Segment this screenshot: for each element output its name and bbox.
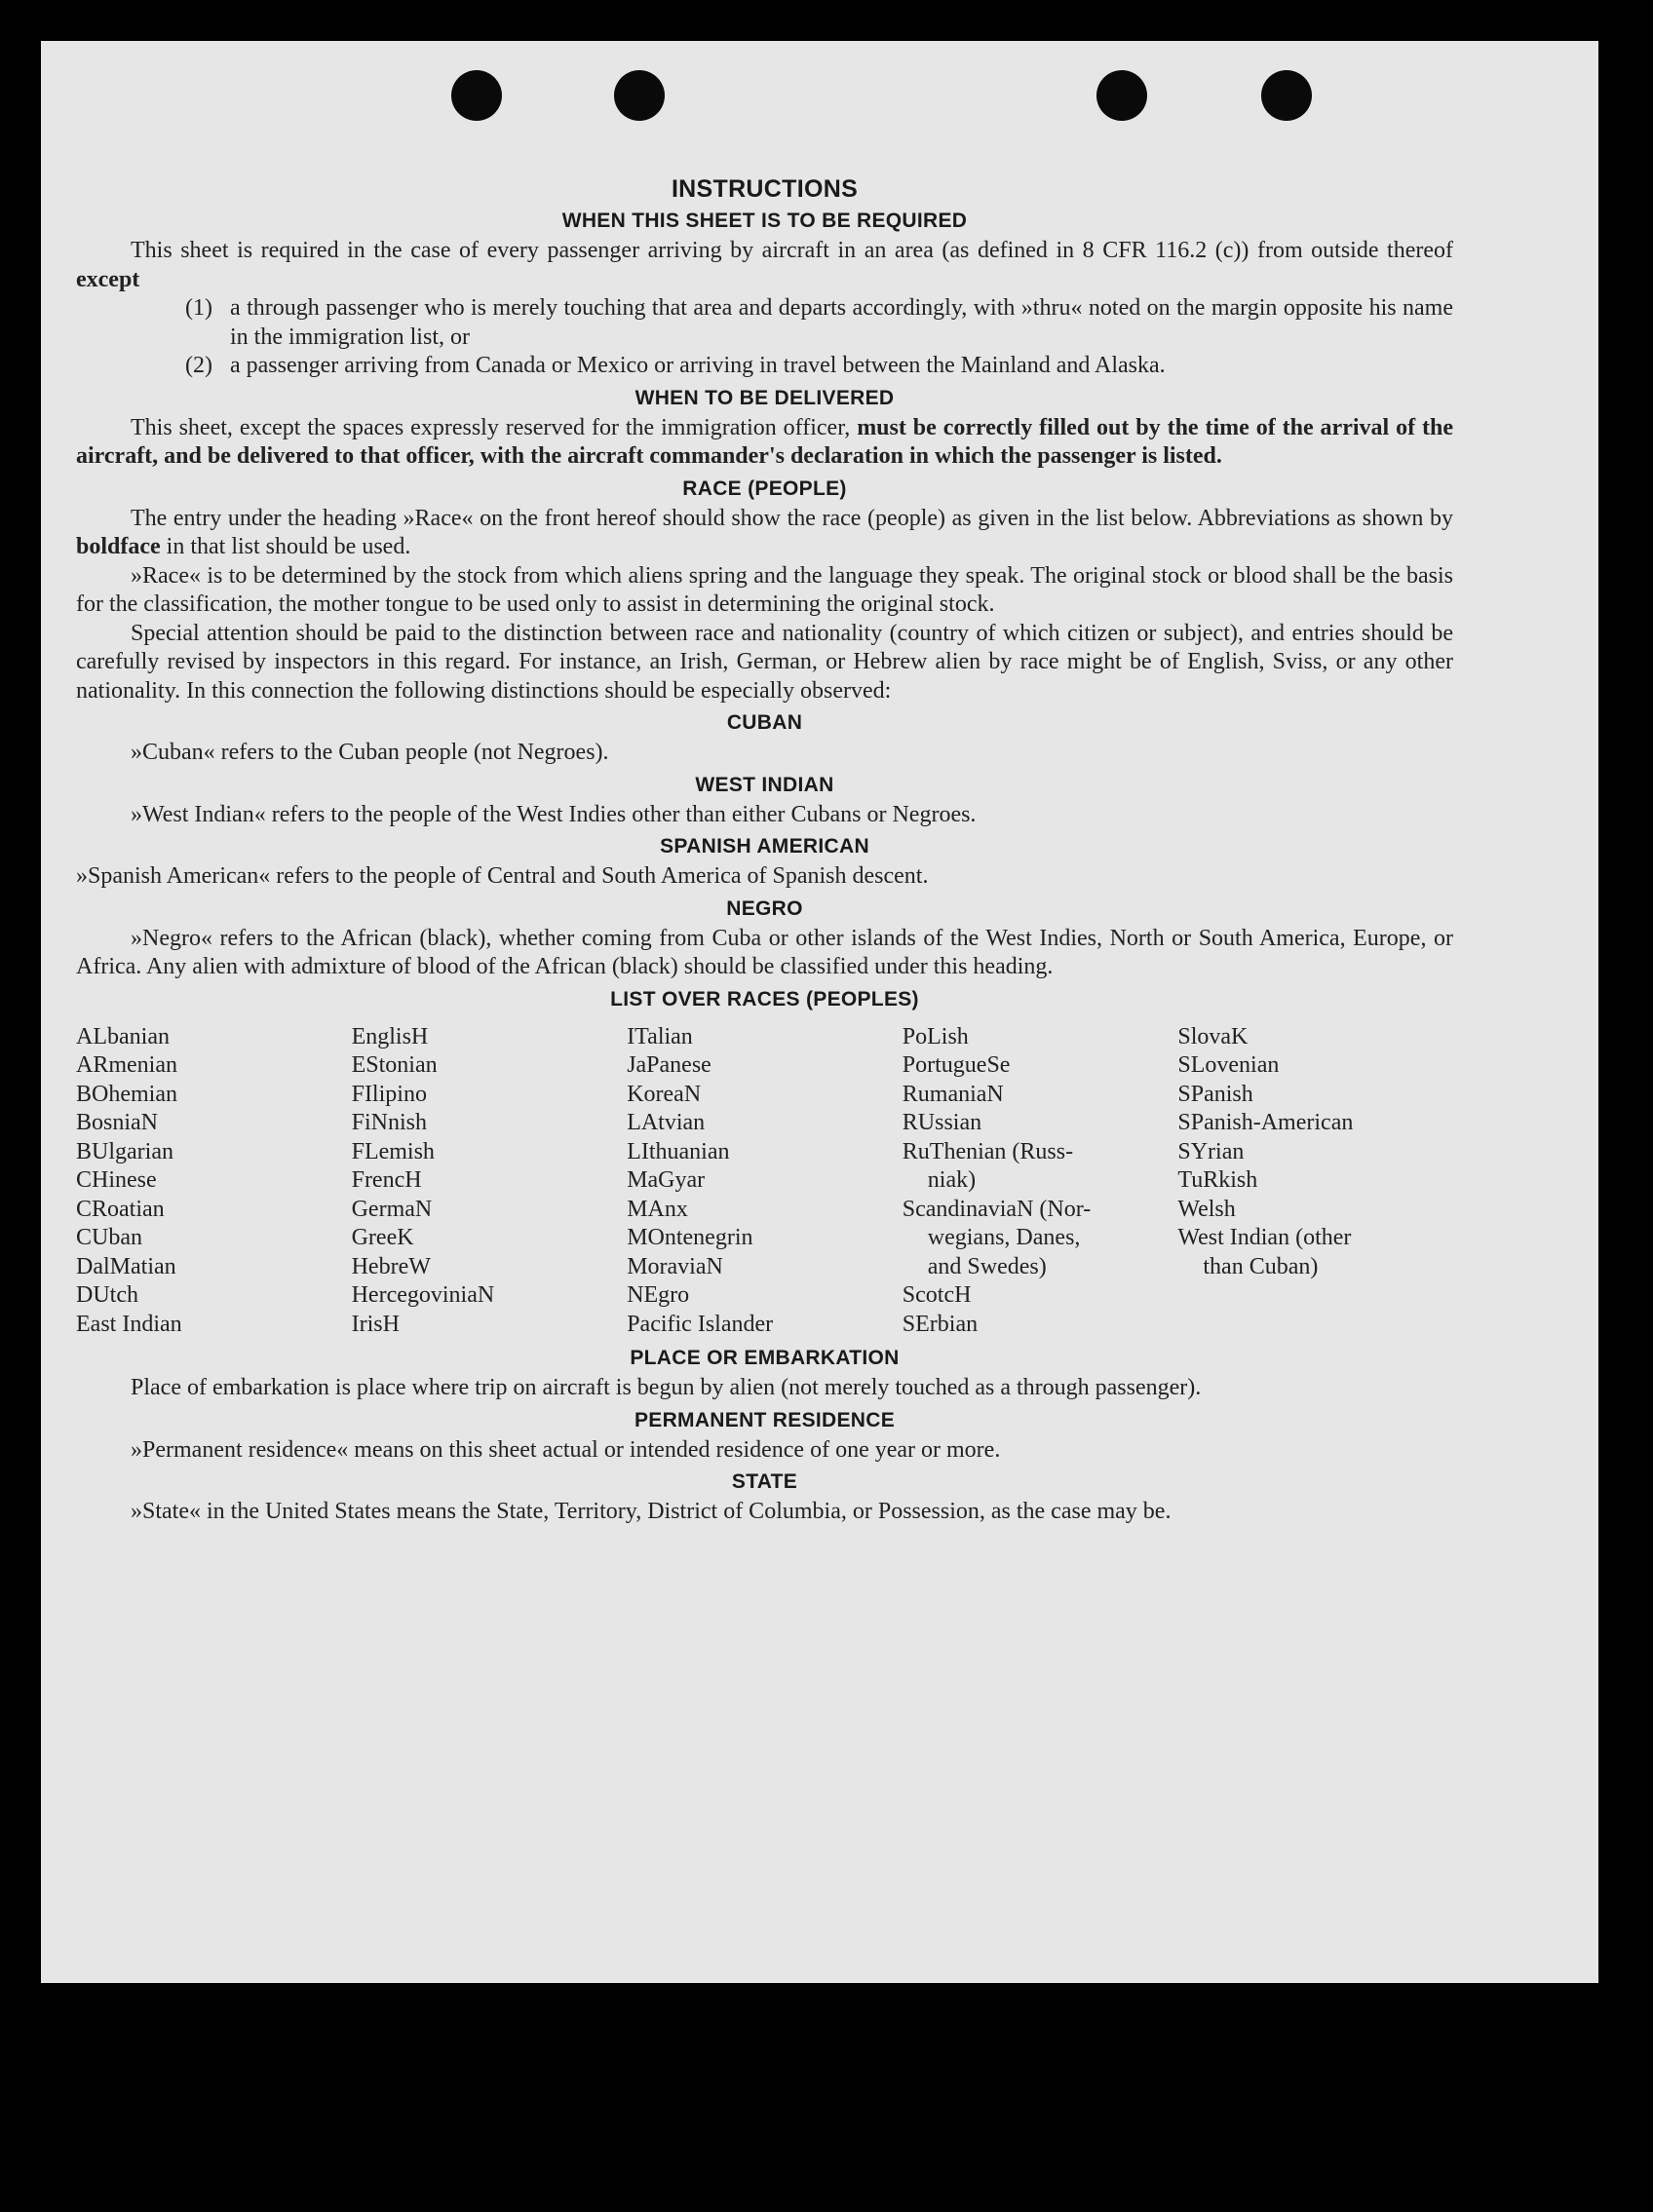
race-entry: EnglisH <box>351 1023 429 1049</box>
race-entry: EStonian <box>351 1052 438 1078</box>
race-entry: TuRkish <box>1177 1167 1258 1193</box>
section-heading-cuban: CUBAN <box>726 711 803 734</box>
race-entry: RUssian <box>902 1110 982 1135</box>
race-entry: Welsh <box>1177 1196 1236 1222</box>
races-column <box>627 1023 903 1340</box>
race-entry: ScandinaviaN (Nor- <box>902 1196 1092 1222</box>
races-list <box>76 1023 1453 1340</box>
race-entry: and Swedes) <box>927 1253 1047 1279</box>
race-entry: PortugueSe <box>902 1052 1011 1078</box>
race-entry: LIthuanian <box>627 1138 730 1164</box>
race-entry: FLemish <box>351 1138 435 1164</box>
race-entry: CHinese <box>76 1167 157 1193</box>
race-entry: NEgro <box>627 1282 690 1308</box>
state-text: »State« in the United States means the State, Territory, District of Columbia, or Possession, as the case may be. <box>131 1499 1172 1524</box>
race-entry: SErbian <box>902 1311 979 1337</box>
cuban-text: »Cuban« refers to the Cuban people (not Negroes). <box>131 740 609 765</box>
race-entry: MAnx <box>627 1196 688 1222</box>
race-entry: ScotcH <box>902 1282 972 1308</box>
section-heading-delivered: WHEN TO BE DELIVERED <box>634 386 895 409</box>
races-column <box>76 1023 352 1340</box>
race-entry: SlovaK <box>1177 1023 1249 1049</box>
page-title: INSTRUCTIONS <box>671 175 859 203</box>
race-entry: SPanish-American <box>1177 1110 1354 1135</box>
spanish-american-text: »Spanish American« refers to the people of Central and South America of Spanish descent. <box>76 863 929 889</box>
document-sheet <box>41 41 1598 1983</box>
race-entry: ALbanian <box>76 1023 170 1049</box>
section-heading-spanish-american: SPANISH AMERICAN <box>660 835 869 858</box>
race-entry: FIlipino <box>351 1081 427 1107</box>
race-entry: BUlgarian <box>76 1138 173 1164</box>
required-intro: This sheet is required in the case of every passenger arriving by aircraft in an area (as defined in 8 CFR 116.2 (c)) from outside thereof except <box>76 238 1453 292</box>
race-entry: RumaniaN <box>902 1081 1004 1107</box>
race-entry: than Cuban) <box>1203 1253 1319 1279</box>
negro-text: »Negro« refers to the African (black), whether coming from Cuba or other islands of the West Indies, North or South America, Europe, or Africa. Any alien with admixture of blood of the African (black) should be classified under this heading. <box>76 925 1453 979</box>
race-entry: East Indian <box>76 1311 182 1337</box>
race-entry: SYrian <box>1177 1138 1245 1164</box>
race-entry: niak) <box>927 1167 977 1193</box>
delivered-text: This sheet, except the spaces expressly reserved for the immigration officer, must be correctly filled out by the time of the arrival of the aircraft, and be delivered to that officer, with the aircraft commander's declaration in which the passenger is listed. <box>76 414 1454 469</box>
race-entry: KoreaN <box>627 1081 702 1107</box>
residence-text: »Permanent residence« means on this sheet actual or intended residence of one year or more. <box>131 1436 1001 1463</box>
required-item: (2) a passenger arriving from Canada or Mexico or arriving in travel between the Mainland and Alaska. <box>185 353 1166 378</box>
punch-hole <box>451 70 502 121</box>
race-entry: West Indian (other <box>1177 1225 1352 1250</box>
section-heading-state: STATE <box>731 1470 798 1493</box>
west-indian-text: »West Indian« refers to the people of the West Indies other than either Cubans or Negroes. <box>131 801 977 827</box>
race-entry: MaGyar <box>627 1167 706 1193</box>
race-entry: CUban <box>76 1225 142 1250</box>
race-entry: GreeK <box>351 1225 414 1250</box>
races-column <box>903 1023 1178 1340</box>
instructions-content <box>76 175 1453 1527</box>
section-heading-required: WHEN THIS SHEET IS TO BE REQUIRED <box>561 210 968 232</box>
required-item: (1) a through passenger who is merely touching that area and departs accordingly, with »thru« noted on the margin opposite his name in the immigration list, or <box>185 295 1453 350</box>
section-heading-residence: PERMANENT RESIDENCE <box>634 1408 896 1431</box>
race-entry: DalMatian <box>76 1253 176 1279</box>
race-entry: HebreW <box>351 1253 431 1279</box>
race-entry: PoLish <box>902 1023 969 1049</box>
race-entry: LAtvian <box>627 1110 706 1135</box>
punch-hole <box>1261 70 1312 121</box>
race-entry: FrencH <box>351 1167 422 1193</box>
race-entry: IrisH <box>351 1311 400 1337</box>
race-entry: BOhemian <box>76 1081 177 1107</box>
race-entry: JaPanese <box>627 1052 711 1078</box>
race-entry: wegians, Danes, <box>927 1225 1081 1250</box>
race-entry: BosniaN <box>76 1110 158 1135</box>
race-entry: ARmenian <box>76 1052 177 1078</box>
section-heading-races-list: LIST OVER RACES (PEOPLES) <box>610 987 919 1011</box>
section-heading-race: RACE (PEOPLE) <box>682 477 847 500</box>
race-entry: SLovenian <box>1177 1052 1280 1078</box>
punch-hole <box>614 70 665 121</box>
embarkation-text: Place of embarkation is place where trip on aircraft is begun by alien (not merely touched as a through passenger). <box>131 1375 1202 1400</box>
race-paragraph: Special attention should be paid to the distinction between race and nationality (country of which citizen or subject), and entries should be carefully revised by inspectors in this regard. For instance, an Irish, German, or Hebrew alien by race might be of English, Sviss, or any other nationality. In this connection the following distinctions should be especially observed: <box>76 620 1453 704</box>
race-entry: HercegoviniaN <box>351 1282 495 1308</box>
section-heading-west-indian: WEST INDIAN <box>695 773 834 796</box>
section-heading-negro: NEGRO <box>726 896 803 920</box>
race-entry: Pacific Islander <box>627 1311 774 1337</box>
race-paragraph: The entry under the heading »Race« on the front hereof should show the race (people) as given in the list below. Abbreviations as shown by boldface in that list should be used. <box>76 505 1453 559</box>
races-column <box>352 1023 628 1340</box>
race-entry: RuThenian (Russ- <box>902 1138 1074 1164</box>
race-entry: SPanish <box>1177 1081 1253 1107</box>
punch-hole <box>1096 70 1147 121</box>
race-entry: ITalian <box>627 1023 693 1049</box>
race-entry: FiNnish <box>351 1110 427 1135</box>
race-entry: MOntenegrin <box>627 1225 753 1250</box>
race-paragraph: »Race« is to be determined by the stock from which aliens spring and the language they speak. The original stock or blood shall be the basis for the classification, the mother tongue to be used only to assist in determining the original stock. <box>76 562 1453 617</box>
section-heading-embarkation: PLACE OR EMBARKATION <box>630 1347 900 1369</box>
race-entry: DUtch <box>76 1282 138 1308</box>
races-column <box>1177 1023 1453 1340</box>
race-entry: GermaN <box>351 1196 433 1222</box>
race-entry: CRoatian <box>76 1196 165 1222</box>
race-entry: MoraviaN <box>627 1253 723 1279</box>
